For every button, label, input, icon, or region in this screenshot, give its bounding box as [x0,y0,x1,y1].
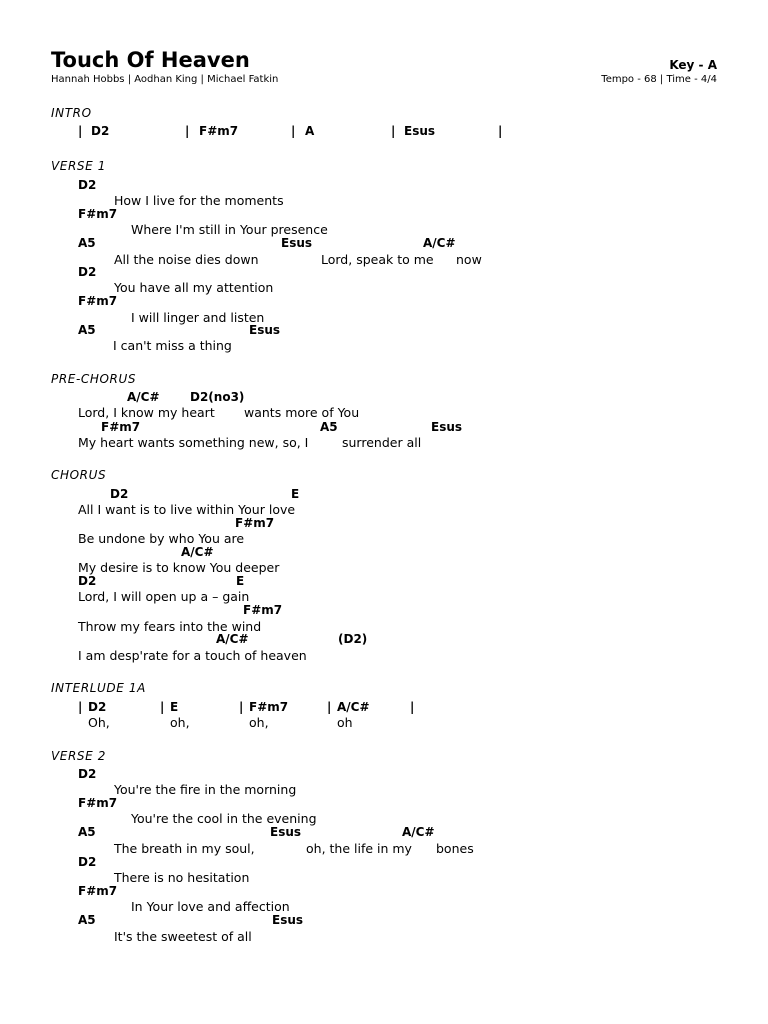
lyric-line: You're the cool in the evening [131,811,317,826]
bar-divider: | [498,124,503,138]
lyric-line: How I live for the moments [114,193,284,208]
lyric-line: oh, the life in my [306,841,412,856]
chord: E [291,487,300,501]
bar-divider: | [327,700,332,714]
lyric-line: Lord, I will open up a – gain [78,589,250,604]
interlude-chord: F#m7 [249,700,289,714]
chord: A/C# [216,632,249,646]
chord: E [236,574,245,588]
chord: D2 [78,574,97,588]
chord: Esus [431,420,463,434]
chord: F#m7 [101,420,141,434]
lyric-line: My heart wants something new, so, I [78,435,309,450]
chord: A/C# [127,390,160,404]
section-heading-verse-1: VERSE 1 [51,159,106,173]
lyric-line: You have all my attention [114,280,274,295]
bar-divider: | [78,700,83,714]
lyric-line: I can't miss a thing [113,338,232,353]
lyric-line: My desire is to know You deeper [78,560,280,575]
bar-divider: | [185,124,190,138]
song-title: Touch Of Heaven [51,48,250,72]
intro-chord: Esus [404,124,436,138]
lyric-line: Lord, I know my heart [78,405,215,420]
lyric-line: You're the fire in the morning [114,782,297,797]
chord: F#m7 [78,207,118,221]
chord: Esus [249,323,281,337]
chord: F#m7 [78,294,118,308]
lyric-line: All I want is to live within Your love [78,502,296,517]
chord: A/C# [423,236,456,250]
section-heading-verse-2: VERSE 2 [51,749,106,763]
bar-divider: | [160,700,165,714]
lyric-line: The breath in my soul, [114,841,255,856]
chord: F#m7 [78,884,118,898]
chord: D2 [78,855,97,869]
chord: A/C# [181,545,214,559]
section-heading-pre-chorus: PRE-CHORUS [51,372,137,386]
chord: Esus [270,825,302,839]
bar-divider: | [391,124,396,138]
section-heading-chorus: CHORUS [51,468,107,482]
interlude-chord: E [170,700,179,714]
lyric-line: Throw my fears into the wind [78,619,262,634]
lyric-word: oh [337,715,353,730]
lyric-word: oh, [170,715,190,730]
intro-chord: D2 [91,124,110,138]
intro-chord: F#m7 [199,124,239,138]
lyric-line: Lord, speak to me [321,252,434,267]
lyric-line: wants more of You [244,405,360,420]
chord: F#m7 [235,516,275,530]
bar-divider: | [239,700,244,714]
chord: D2 [78,265,97,279]
bar-divider: | [291,124,296,138]
song-key: Key - A [669,58,717,72]
lyric-line: There is no hesitation [114,870,250,885]
chord: A/C# [402,825,435,839]
song-authors: Hannah Hobbs | Aodhan King | Michael Fatkin [51,74,279,85]
chord: A5 [78,825,96,839]
chord: A5 [78,913,96,927]
chord: D2 [110,487,129,501]
lyric-line: All the noise dies down [114,252,259,267]
chord: F#m7 [243,603,283,617]
chord: A5 [78,236,96,250]
chord: F#m7 [78,796,118,810]
chord: D2(no3) [190,390,245,404]
interlude-chord: D2 [88,700,107,714]
lyric-word: oh, [249,715,269,730]
lyric-line: I will linger and listen [131,310,265,325]
chord: D2 [78,767,97,781]
lyric-line: now [456,252,482,267]
lyric-line: I am desp'rate for a touch of heaven [78,648,307,663]
chord: A5 [320,420,338,434]
section-heading-interlude: INTERLUDE 1A [51,681,146,695]
lyric-line: surrender all [342,435,422,450]
lyric-word: Oh, [88,715,110,730]
chord: D2 [78,178,97,192]
tempo-time: Tempo - 68 | Time - 4/4 [601,74,717,85]
intro-chord: A [305,124,315,138]
bar-divider: | [410,700,415,714]
lyric-line: bones [436,841,474,856]
lyric-line: Be undone by who You are [78,531,245,546]
interlude-chord: A/C# [337,700,370,714]
section-heading-intro: INTRO [51,106,92,120]
bar-divider: | [78,124,83,138]
chord: (D2) [338,632,368,646]
chord: Esus [281,236,313,250]
lyric-line: Where I'm still in Your presence [131,222,328,237]
lyric-line: In Your love and affection [131,899,290,914]
lyric-line: It's the sweetest of all [114,929,252,944]
chord: Esus [272,913,304,927]
chord: A5 [78,323,96,337]
